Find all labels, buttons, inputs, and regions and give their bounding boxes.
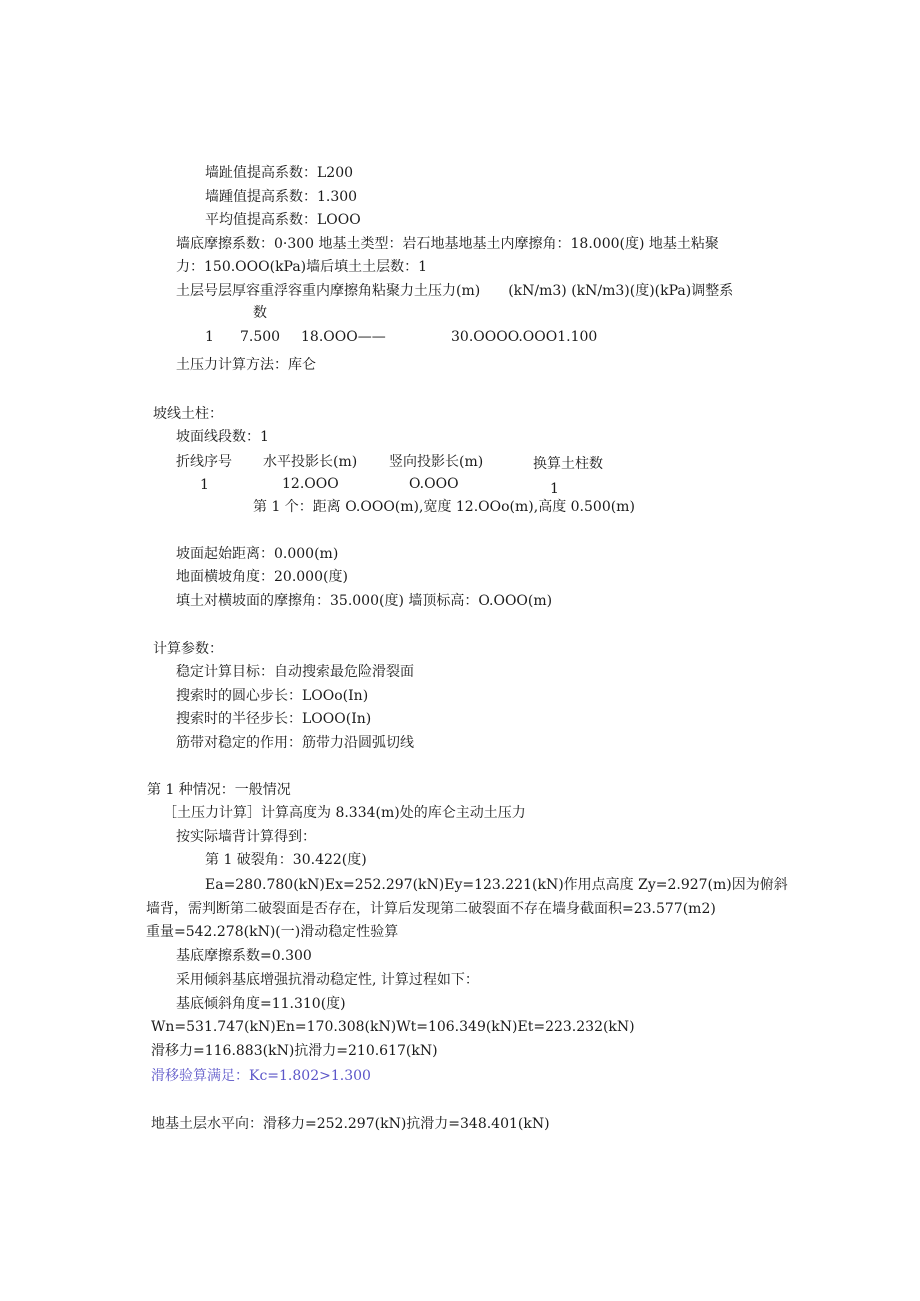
text-line: 地面横坡角度：20.000(度): [176, 569, 348, 585]
text-line: 稳定计算目标：自动搜索最危险滑裂面: [176, 664, 414, 680]
table-cell: 1: [200, 477, 209, 493]
section-heading: 第 1 种情况：一般情况: [147, 782, 291, 798]
text-line: 墙趾值提高系数：L200: [205, 165, 354, 181]
section-heading: 坡线土柱：: [153, 406, 223, 422]
section-heading: 计算参数：: [153, 641, 223, 657]
text-line: Ea=280.780(kN)Ex=252.297(kN)Ey=123.221(kN)作用点高度 Zy=2.927(m)因为俯斜: [205, 877, 788, 893]
text-line: 重量=542.278(kN)(一)滑动稳定性验算: [146, 924, 399, 940]
table-cell: O.OOO: [409, 476, 459, 492]
text-line: 地基土层水平向：滑移力=252.297(kN)抗滑力=348.401(kN): [151, 1116, 550, 1132]
text-line: 基底摩擦系数=0.300: [176, 948, 312, 964]
table-header-cell: 换算土柱数: [533, 456, 603, 472]
text-line: 第 1 破裂角：30.422(度): [205, 852, 367, 868]
table-cell: 1: [205, 329, 214, 345]
text-line: 墙底摩擦系数：0·300 地基土类型：岩石地基地基土内摩擦角：18.000(度) 地基土粘聚: [176, 236, 719, 252]
table-cell: 1: [550, 481, 559, 497]
table-header-line: 土层号层厚容重浮容重内摩擦角粘聚力土压力(m) (kN∕m3) (kN∕m3)(度)(kPa)调整系: [176, 283, 734, 299]
text-line: 墙踵值提高系数：1.300: [205, 189, 358, 205]
table-header-cell: 折线序号: [176, 454, 232, 470]
text-line: 坡面起始距离：0.000(m): [176, 546, 339, 562]
text-line: 填土对横坡面的摩擦角：35.000(度) 墙顶标高：O.OOO(m): [176, 593, 553, 609]
text-line: 平均值提高系数：LOOO: [205, 212, 361, 228]
table-cell: 7.500: [240, 329, 281, 345]
text-line: 力：150.OOO(kPa)墙后填土土层数：1: [176, 259, 428, 275]
text-line: Wn=531.747(kN)En=170.308(kN)Wt=106.349(kN)Et=223.232(kN): [151, 1019, 635, 1035]
text-line: 采用倾斜基底增强抗滑动稳定性, 计算过程如下：: [176, 972, 479, 988]
text-line: ［土压力计算］计算高度为 8.334(m)处的库仑主动土压力: [163, 805, 526, 821]
text-line: 墙背，需判断第二破裂面是否存在，计算后发现第二破裂面不存在墙身截面积=23.577(m2): [146, 901, 716, 917]
text-line: 土压力计算方法：库仑: [176, 357, 316, 373]
text-line: 按实际墙背计算得到：: [176, 829, 316, 845]
text-line: 坡面线段数：1: [176, 429, 269, 445]
text-line: 基底倾斜角度=11.310(度): [176, 996, 346, 1012]
table-cell: 12.OOO: [282, 476, 339, 492]
text-line: 滑移力=116.883(kN)抗滑力=210.617(kN): [151, 1043, 438, 1059]
text-line: 筋带对稳定的作用：筋带力沿圆弧切线: [176, 735, 414, 751]
table-cell: 30.OOOO.OOO1.100: [451, 329, 598, 345]
text-line: 第 1 个：距离 O.OOO(m),宽度 12.OOo(m),高度 0.500(m): [253, 499, 635, 515]
table-header-cell: 竖向投影长(m): [389, 454, 484, 470]
text-line: 搜索时的半径步长：LOOO(In): [176, 711, 372, 727]
table-cell: 18.OOO——: [301, 329, 386, 345]
table-header-cell: 水平投影长(m): [263, 454, 358, 470]
table-header-line: 数: [253, 305, 267, 321]
check-result-line: 滑移验算满足：Kc=1.802>1.300: [151, 1068, 371, 1084]
text-line: 搜索时的圆心步长：LOOo(In): [176, 688, 369, 704]
